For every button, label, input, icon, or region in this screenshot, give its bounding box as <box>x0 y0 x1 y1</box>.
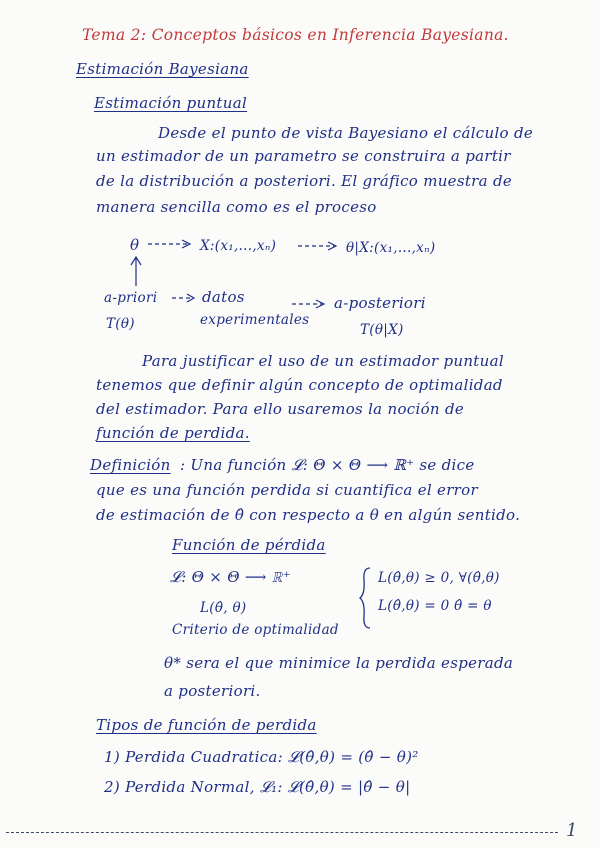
minimize-text: sera el que minimice la perdida esperada <box>181 654 514 672</box>
justify-line-2: tenemos que definir algún concepto de optimalidad <box>96 376 503 394</box>
footer-divider <box>6 832 558 833</box>
diagram-datos: datos <box>202 288 245 306</box>
intro-line-2: un estimador de un parametro se construira a partir <box>96 147 511 165</box>
loss-brace <box>358 566 374 630</box>
optimal-statement <box>164 654 513 672</box>
diagram-arrow-2 <box>298 238 344 254</box>
diagram-sample: X:(x₁,...,xₙ) <box>200 238 277 254</box>
minimize-text-2: a posteriori. <box>164 682 261 700</box>
intro-line-4: manera sencilla como es el proceso <box>96 198 377 216</box>
diagram-arrow-3 <box>172 290 200 306</box>
diagram-aposteriori: a-posteriori <box>334 294 426 312</box>
loss-heading: Función de pérdida <box>172 536 326 554</box>
section-heading: Estimación Bayesiana <box>76 60 249 78</box>
theta-star: θ* <box>164 654 182 672</box>
justify-line-1: Para justificar el uso de un estimador puntual <box>142 352 504 370</box>
definition-line-1: : Una función 𝓛: Θ × Θ ⟶ ℝ⁺ se dice <box>180 456 475 474</box>
subsection-heading: Estimación puntual <box>94 94 248 112</box>
loss-condition-1: L(θ̂,θ) ≥ 0, ∀(θ̂,θ) <box>378 570 500 586</box>
diagram-apriori: a-priori <box>104 290 158 306</box>
loss-map: 𝓛: Θ × Θ ⟶ ℝ⁺ <box>170 568 291 586</box>
loss-type-2: 2) Perdida Normal, 𝓛₁: 𝓛(θ̂,θ) = |θ̂ − θ| <box>104 778 411 796</box>
definition-label: Definición <box>90 456 171 474</box>
definition-line-2: que es una función perdida si cuantifica el error <box>96 481 478 499</box>
diagram-up-arrow <box>128 256 144 288</box>
diagram-prior-dist: T(θ) <box>106 316 135 332</box>
justify-line-4: función de perdida. <box>96 424 250 442</box>
loss-type-1: 1) Perdida Cuadratica: 𝓛(θ̂,θ) = (θ̂ − θ)² <box>104 748 419 766</box>
intro-line-3: de la distribución a posteriori. El gráfico muestra de <box>96 172 513 190</box>
types-heading: Tipos de función de perdida <box>96 716 317 734</box>
page-number: 1 <box>566 820 578 841</box>
page-title: Tema 2: Conceptos básicos en Inferencia Bayesiana. <box>82 26 509 44</box>
diagram-experimentales: experimentales <box>200 312 310 328</box>
loss-condition-2: L(θ̂,θ) = 0 θ̂ = θ <box>378 598 492 614</box>
definition-line-3: de estimación de θ̂ con respecto a θ en algún sentido. <box>96 506 521 524</box>
diagram-theta: θ <box>130 236 140 254</box>
diagram-posterior-expr: θ|X:(x₁,...,xₙ) <box>346 240 436 256</box>
justify-line-3: del estimador. Para ello usaremos la noción de <box>96 400 465 418</box>
loss-criterio: Criterio de optimalidad <box>172 622 339 638</box>
intro-line-1: Desde el punto de vista Bayesiano el cálculo de <box>158 124 534 142</box>
diagram-posterior-dist: T(θ|X) <box>360 322 404 338</box>
diagram-arrow-1 <box>148 236 198 252</box>
loss-value: L(θ̂, θ) <box>200 600 247 616</box>
diagram-arrow-4 <box>292 296 332 312</box>
